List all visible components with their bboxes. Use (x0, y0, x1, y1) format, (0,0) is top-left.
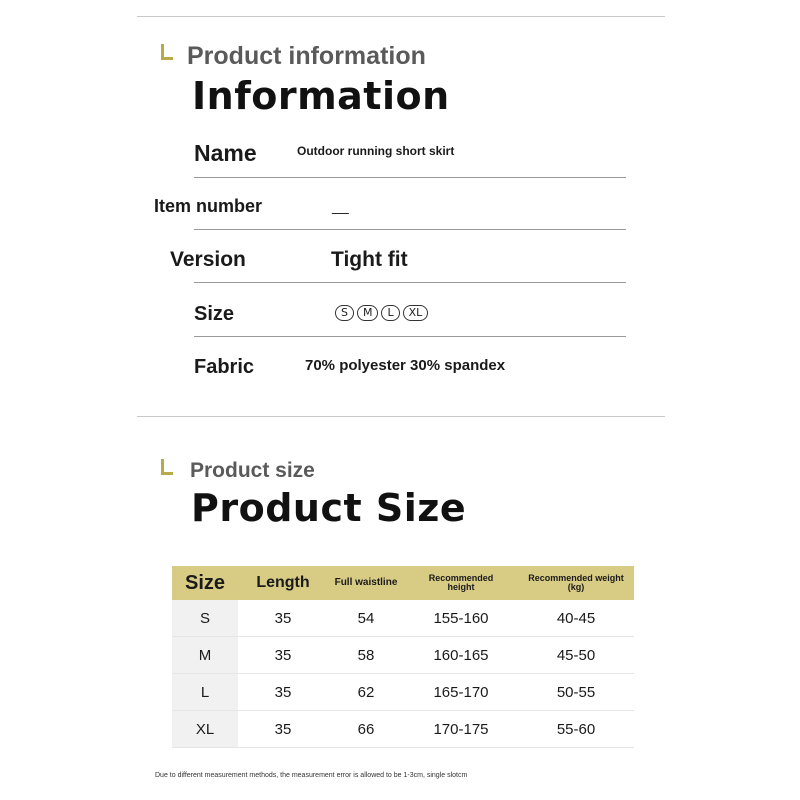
cell-waistline: 58 (328, 637, 404, 674)
cell-waistline: 66 (328, 711, 404, 748)
section-divider (137, 416, 665, 417)
size-big-title: Product Size (191, 486, 467, 530)
cell-height: 170-175 (404, 711, 518, 748)
cell-length: 35 (238, 711, 328, 748)
cell-weight: 50-55 (518, 674, 634, 711)
cell-length: 35 (238, 674, 328, 711)
header-weight: Recommended weight (kg) (518, 566, 634, 600)
cell-height: 160-165 (404, 637, 518, 674)
row-divider (194, 177, 626, 178)
fabric-label: Fabric (194, 356, 255, 378)
cell-waistline: 54 (328, 600, 404, 637)
table-row (172, 637, 634, 674)
cell-weight: 40-45 (518, 600, 634, 637)
cell-height: 155-160 (404, 600, 518, 637)
cell-size: XL (172, 711, 238, 748)
item-number-label: Item number (154, 196, 263, 216)
cell-height: 165-170 (404, 674, 518, 711)
cell-waistline: 62 (328, 674, 404, 711)
item-number-value: __ (332, 198, 349, 215)
row-divider (194, 282, 626, 283)
size-pill: M (357, 305, 379, 321)
table-header-row (172, 566, 634, 600)
name-label: Name (194, 140, 257, 166)
table-row (172, 674, 634, 711)
row-divider (194, 336, 626, 337)
table-row (172, 600, 634, 637)
info-small-title: Product information (187, 42, 426, 70)
version-label: Version (170, 248, 246, 271)
cell-length: 35 (238, 600, 328, 637)
size-options (335, 303, 431, 321)
size-label: Size (194, 303, 235, 325)
size-pill: S (335, 305, 354, 321)
version-value: Tight fit (331, 248, 408, 271)
name-value: Outdoor running short skirt (297, 144, 455, 158)
cell-length: 35 (238, 637, 328, 674)
cell-size: M (172, 637, 238, 674)
row-divider (194, 229, 626, 230)
size-pill: L (381, 305, 399, 321)
header-waistline: Full waistline (328, 566, 404, 600)
fabric-value: 70% polyester 30% spandex (305, 357, 506, 374)
info-big-title: Information (192, 74, 450, 118)
header-length: Length (238, 566, 328, 600)
measurement-footnote: Due to different measurement methods, the measurement error is allowed to be 1-3cm, single slotcm (155, 772, 468, 779)
cell-weight: 45-50 (518, 637, 634, 674)
section-bracket-icon (161, 44, 173, 60)
cell-size: S (172, 600, 238, 637)
table-row (172, 711, 634, 748)
cell-weight: 55-60 (518, 711, 634, 748)
size-small-title: Product size (190, 459, 315, 482)
top-divider (137, 16, 665, 17)
cell-size: L (172, 674, 238, 711)
header-height: Recommended height (404, 566, 518, 600)
section-bracket-icon (161, 459, 173, 475)
size-pill: XL (403, 305, 429, 321)
header-size: Size (172, 566, 238, 600)
size-table (172, 566, 634, 748)
